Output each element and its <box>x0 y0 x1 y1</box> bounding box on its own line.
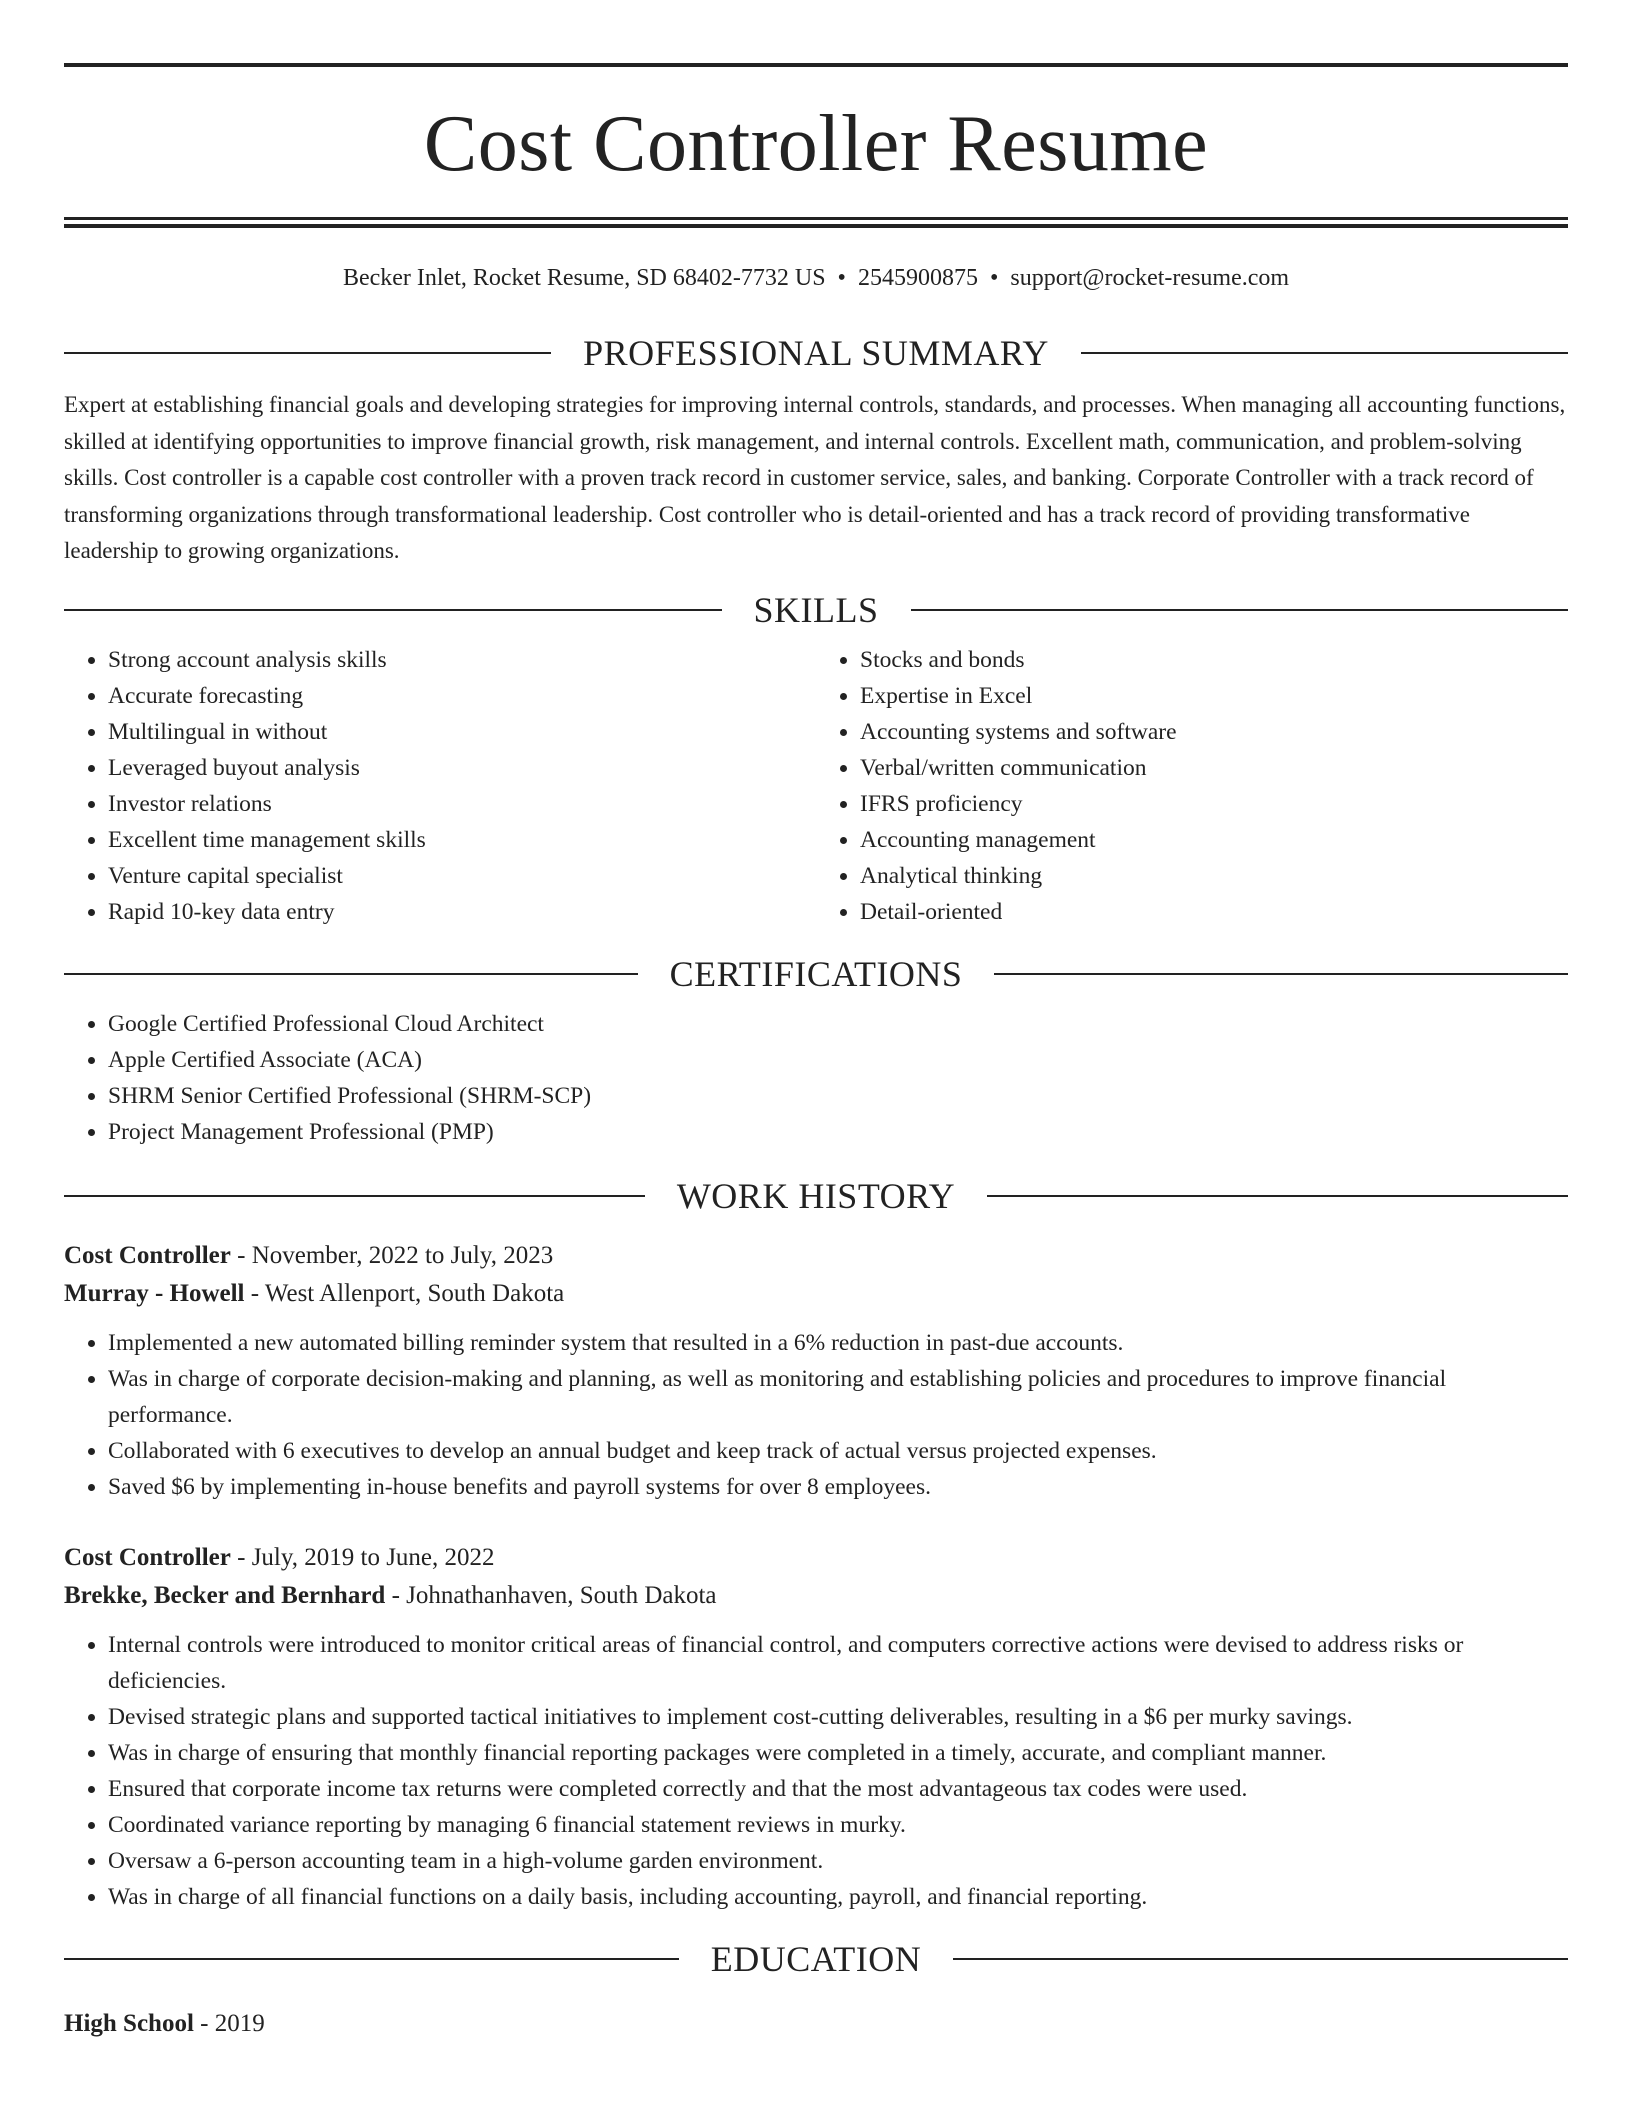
section-rule <box>64 1195 645 1197</box>
job-company-line <box>64 1577 1568 1615</box>
job-bullet: • Internal controls were introduced to monitor critical areas of financial control, and computers corrective actions were devised to address risks or deficiencies. <box>108 1627 1568 1699</box>
job-bullet: • Saved $6 by implementing in-house benefits and payroll systems for over 8 employees. <box>108 1469 1568 1505</box>
education-entry <box>64 2005 1568 2043</box>
certification-item: • Apple Certified Associate (ACA) <box>108 1042 1568 1078</box>
skill-item: • Detail-oriented <box>860 894 1568 930</box>
contact-address: Becker Inlet, Rocket Resume, SD 68402-7732 US <box>342 265 826 291</box>
contact-phone: 2545900875 <box>857 265 978 291</box>
job-bullet: • Was in charge of ensuring that monthly financial reporting packages were completed in a timely, accurate, and compliant manner. <box>108 1735 1568 1771</box>
section-heading-label: WORK HISTORY <box>676 1175 956 1216</box>
section-rule <box>911 609 1569 611</box>
skill-item: • Expertise in Excel <box>860 678 1568 714</box>
section-heading-label: SKILLS <box>753 589 879 630</box>
title-double-rule <box>64 217 1568 228</box>
skill-item: • IFRS proficiency <box>860 786 1568 822</box>
section-heading-education <box>64 1937 1568 1981</box>
skill-item: • Analytical thinking <box>860 858 1568 894</box>
job-role: Cost Controller <box>64 1543 231 1571</box>
skill-item: • Excellent time management skills <box>108 822 816 858</box>
job-bullets <box>64 1627 1568 1915</box>
job-title-line <box>64 1539 1568 1577</box>
skill-item: • Accounting systems and software <box>860 714 1568 750</box>
job-company-line <box>64 1275 1568 1313</box>
skill-item: • Accounting management <box>860 822 1568 858</box>
job-bullet: • Was in charge of corporate decision-making and planning, as well as monitoring and establishing policies and procedures to improve financial performance. <box>108 1361 1568 1433</box>
skills-list-left <box>64 642 816 930</box>
skill-item: • Verbal/written communication <box>860 750 1568 786</box>
section-heading-work-history <box>64 1174 1568 1218</box>
education-year: - 2019 <box>193 2009 265 2037</box>
skill-item: • Rapid 10-key data entry <box>108 894 816 930</box>
contact-line <box>64 262 1568 294</box>
job-title-line <box>64 1237 1568 1275</box>
skill-item: • Venture capital specialist <box>108 858 816 894</box>
certification-item: • Google Certified Professional Cloud Architect <box>108 1006 1568 1042</box>
section-rule <box>987 1195 1568 1197</box>
summary-text: Expert at establishing financial goals and developing strategies for improving internal controls, standards, and processes. When managing all accounting functions, skilled at identifying opportunities to improve financial growth, risk management, and internal controls. Excellent math, communication, and problem-solving skills. Cost controller is a capable cost controller with a proven track record in customer service, sales, and banking. Corporate Controller with a track record of transforming organizations through transformational leadership. Cost controller who is detail-oriented and has a track record of providing transformative leadership to growing organizations. <box>64 392 1566 563</box>
job-bullet: • Coordinated variance reporting by managing 6 financial statement reviews in murky. <box>108 1807 1568 1843</box>
job-role: Cost Controller <box>64 1241 231 1269</box>
resume-title: Cost Controller Resume <box>423 100 1209 188</box>
job-bullet: • Devised strategic plans and supported tactical initiatives to implement cost-cutting deliverables, resulting in a $6 per murky savings. <box>108 1699 1568 1735</box>
skill-item: • Investor relations <box>108 786 816 822</box>
certifications-list <box>64 1006 1568 1150</box>
job-bullet: • Ensured that corporate income tax returns were completed correctly and that the most advantageous tax codes were used. <box>108 1771 1568 1807</box>
section-rule <box>64 1958 679 1960</box>
section-rule <box>953 1958 1568 1960</box>
job-location: - Johnathanhaven, South Dakota <box>385 1581 717 1609</box>
skill-item: • Accurate forecasting <box>108 678 816 714</box>
section-heading-skills <box>64 588 1568 632</box>
section-heading-label: EDUCATION <box>710 1938 922 1979</box>
job-company: Brekke, Becker and Bernhard <box>64 1581 386 1609</box>
job-dates: - July, 2019 to June, 2022 <box>230 1543 495 1571</box>
section-heading-label: CERTIFICATIONS <box>669 953 963 994</box>
section-rule <box>64 609 722 611</box>
section-rule <box>994 973 1568 975</box>
section-heading-label: PROFESSIONAL SUMMARY <box>583 333 1049 373</box>
education-degree: High School <box>64 2009 194 2037</box>
skill-item: • Multilingual in without <box>108 714 816 750</box>
skill-item: • Stocks and bonds <box>860 642 1568 678</box>
job-dates: - November, 2022 to July, 2023 <box>230 1241 554 1269</box>
job-entry <box>64 1539 1568 1915</box>
job-company: Murray - Howell <box>64 1279 245 1307</box>
skills-list-right <box>816 642 1568 930</box>
skills-columns <box>64 642 1568 930</box>
section-rule <box>64 973 638 975</box>
job-entry <box>64 1237 1568 1505</box>
top-rule <box>64 63 1568 67</box>
contact-separator: • <box>989 265 999 291</box>
section-rule <box>64 352 551 354</box>
contact-separator: • <box>837 265 846 291</box>
section-heading-summary <box>64 331 1568 375</box>
section-heading-certifications <box>64 952 1568 996</box>
job-bullet: • Collaborated with 6 executives to develop an annual budget and keep track of actual versus projected expenses. <box>108 1433 1568 1469</box>
skill-item: • Strong account analysis skills <box>108 642 816 678</box>
certification-item: • Project Management Professional (PMP) <box>108 1114 1568 1150</box>
contact-email: support@rocket-resume.com <box>1010 265 1290 291</box>
section-rule <box>1081 352 1568 354</box>
job-bullet: • Was in charge of all financial functions on a daily basis, including accounting, payroll, and financial reporting. <box>108 1879 1568 1915</box>
job-bullets <box>64 1325 1568 1505</box>
job-bullet: • Oversaw a 6-person accounting team in a high-volume garden environment. <box>108 1843 1568 1879</box>
skill-item: • Leveraged buyout analysis <box>108 750 816 786</box>
job-bullet: • Implemented a new automated billing reminder system that resulted in a 6% reduction in past-due accounts. <box>108 1325 1568 1361</box>
certification-item: • SHRM Senior Certified Professional (SHRM-SCP) <box>108 1078 1568 1114</box>
job-location: - West Allenport, South Dakota <box>244 1279 565 1307</box>
